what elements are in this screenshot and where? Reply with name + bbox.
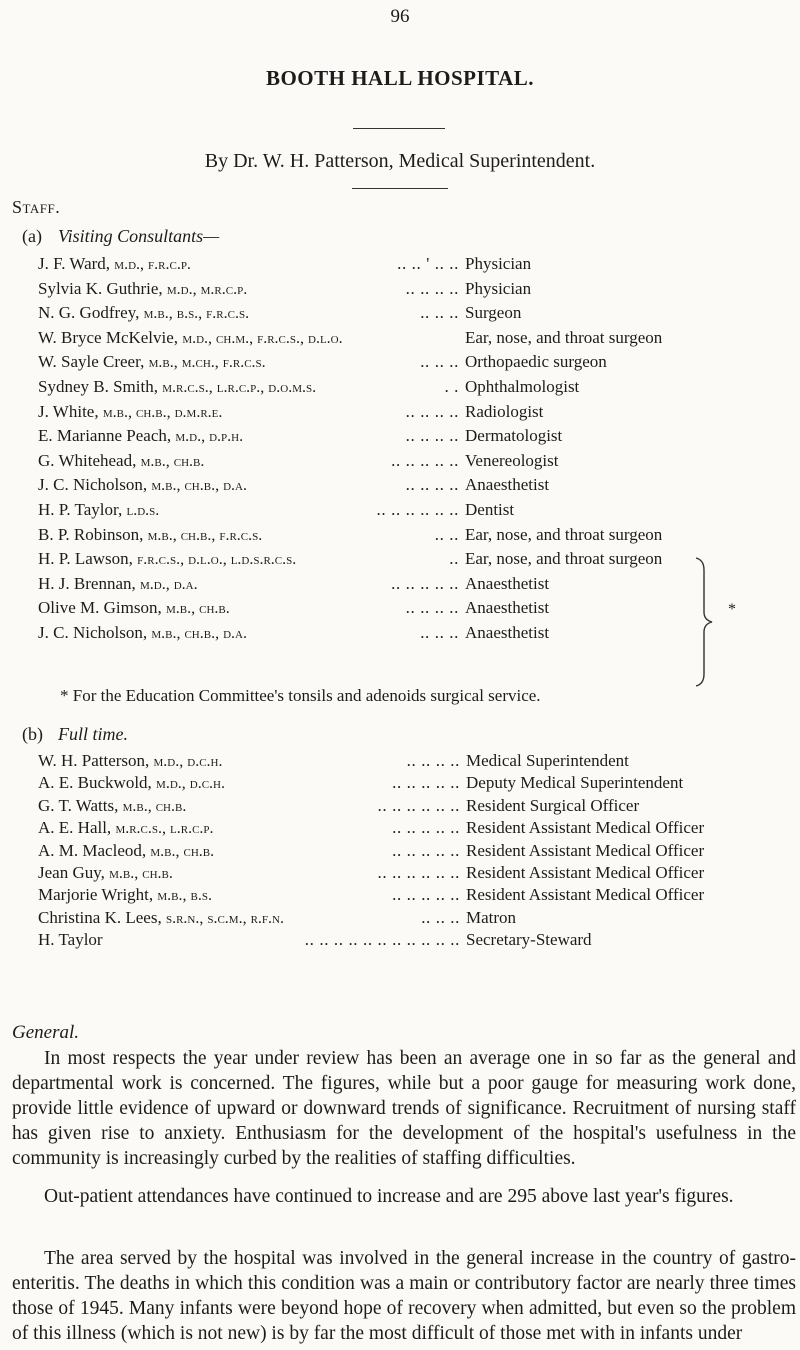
dot-leader: .. .. xyxy=(434,524,459,544)
name-text: G. Whitehead, xyxy=(38,450,141,470)
section-title: Full time. xyxy=(58,724,128,744)
dot-leader: .. .. .. .. .. .. xyxy=(377,795,460,815)
name-text: B. P. Robinson, xyxy=(38,524,148,544)
dot-leader: .. .. .. .. .. xyxy=(392,885,460,905)
staff-name xyxy=(38,772,225,795)
staff-name xyxy=(38,548,296,571)
paragraph-text: In most respects the year under review has been an average one in so far as the general and departmental work is concerned. The figures, while but a poor gauge for measuring work done, provide little evidence of upward or downward trends of significance. Recruitment of nursing staff has given rise to anxiety. Enthusiasm for the development of the hospital's usefulness in the community is increasingly curbed by the realities of staffing difficulties. xyxy=(12,1048,796,1169)
visiting-consultants-heading xyxy=(22,226,219,247)
qualifications: m.r.c.s., l.r.c.p. xyxy=(115,820,214,838)
staff-name xyxy=(38,929,103,952)
paragraph-text: The area served by the hospital was involved in the general increase in the country of gastro-enteritis. The deaths in which this condition was a main or contributory factor are nearly three times those of 1945. Many infants were beyond hope of recovery when admitted, but even so the problem of this illness (which is not new) is by far the most difficult of those met with in infants under xyxy=(12,1248,796,1344)
dot-leader: .. .. .. .. xyxy=(405,426,459,446)
staff-name xyxy=(38,401,222,424)
name-text: H. P. Lawson, xyxy=(38,549,138,569)
name-text: H. P. Taylor, xyxy=(38,500,127,519)
staff-name xyxy=(38,425,243,448)
name-text: Sylvia K. Guthrie, xyxy=(38,278,167,298)
dot-leader: .. .. .. .. .. xyxy=(391,450,459,470)
staff-name xyxy=(38,750,222,773)
hospital-title: BOOTH HALL HOSPITAL. xyxy=(265,66,535,90)
name-text: J. F. Ward, xyxy=(38,254,115,273)
staff-role: Physician xyxy=(465,254,532,273)
name-text: Christina K. Lees, xyxy=(38,907,166,927)
name-text: G. T. Watts, xyxy=(38,795,123,815)
qualifications: m.b., ch.b. xyxy=(150,842,215,860)
body-paragraph xyxy=(12,1184,796,1209)
qualifications: m.b., ch.b., d.m.r.e. xyxy=(102,403,223,421)
qualifications: m.d., d.c.h. xyxy=(156,775,225,793)
dot-leader: .. .. .. .. xyxy=(405,278,459,298)
section-title: Visiting Consultants— xyxy=(58,226,220,246)
staff-name xyxy=(38,795,186,818)
name-text: E. Marianne Peach, xyxy=(38,426,176,446)
qualifications: m.d., f.r.c.p. xyxy=(114,256,191,273)
staff-role: Deputy Medical Superintendent xyxy=(466,773,684,793)
name-text: J. C. Nicholson, xyxy=(38,623,152,642)
staff-name xyxy=(38,597,230,620)
qualifications: m.b., ch.b. xyxy=(122,797,187,815)
staff-name xyxy=(38,327,343,350)
body-paragraph xyxy=(12,1046,796,1171)
staff-heading: Staff. xyxy=(12,197,61,217)
staff-role: Ear, nose, and throat surgeon xyxy=(465,524,663,544)
staff-name xyxy=(38,351,266,374)
qualifications: m.b., ch.b., d.a. xyxy=(151,477,247,495)
dot-leader: .. .. .. .. xyxy=(405,598,459,618)
staff-role: Ear, nose, and throat surgeon xyxy=(465,549,663,569)
name-text: Jean Guy, xyxy=(38,863,110,882)
footnote: * For the Education Committee's tonsils and adenoids surgical service. xyxy=(60,686,541,705)
name-text: N. G. Godfrey, xyxy=(38,303,144,323)
dot-leader: .. xyxy=(449,549,459,569)
dot-leader: .. .. .. .. xyxy=(405,401,459,421)
name-text: J. White, xyxy=(38,401,103,421)
dot-leader: .. .. .. xyxy=(421,907,460,927)
asterisk-mark: * xyxy=(728,601,736,618)
name-text: A. E. Buckwold, xyxy=(38,773,157,793)
qualifications: m.d., d.p.h. xyxy=(175,428,244,446)
staff-role: Ophthalmologist xyxy=(465,377,580,396)
staff-role: Resident Surgical Officer xyxy=(466,795,640,815)
staff-role: Resident Assistant Medical Officer xyxy=(466,840,705,860)
qualifications: l.d.s. xyxy=(126,502,160,519)
qualifications: m.b., ch.b., f.r.c.s. xyxy=(147,526,263,544)
staff-role: Dermatologist xyxy=(465,426,563,446)
qualifications: m.b., b.s., f.r.c.s. xyxy=(143,305,250,323)
staff-role: Ear, nose, and throat surgeon xyxy=(465,327,663,347)
qualifications: m.d., m.r.c.p. xyxy=(166,280,248,298)
dot-leader: .. .. .. xyxy=(420,303,459,323)
staff-role: Anaesthetist xyxy=(465,475,550,495)
staff-name xyxy=(38,907,284,930)
staff-role: Venereologist xyxy=(465,450,559,470)
staff-role: Resident Assistant Medical Officer xyxy=(466,818,705,838)
staff-role: Dentist xyxy=(465,500,515,519)
name-text: A. E. Hall, xyxy=(38,818,116,838)
qualifications: m.b., m.ch., f.r.c.s. xyxy=(148,354,266,372)
qualifications: m.r.c.s., l.r.c.p., d.o.m.s. xyxy=(162,379,317,396)
staff-name xyxy=(38,450,204,473)
staff-role: Resident Assistant Medical Officer xyxy=(466,885,705,905)
dot-leader: . . xyxy=(444,377,459,396)
dot-leader: .. .. .. .. .. xyxy=(392,773,460,793)
dot-leader: .. .. .. .. xyxy=(406,751,460,770)
staff-name xyxy=(38,862,173,885)
byline-divider xyxy=(352,188,448,189)
staff-role: Anaesthetist xyxy=(465,573,550,593)
staff-name xyxy=(38,474,247,497)
body-paragraph xyxy=(12,1246,796,1346)
section-label: (b) xyxy=(22,724,43,744)
staff-name xyxy=(38,302,249,325)
qualifications: m.d., ch.m., f.r.c.s., d.l.o. xyxy=(182,329,343,347)
qualifications: m.b., ch.b. xyxy=(140,452,205,470)
staff-role: Anaesthetist xyxy=(465,598,550,618)
name-text: H. Taylor xyxy=(38,930,103,950)
staff-name xyxy=(38,884,212,907)
byline: By Dr. W. H. Patterson, Medical Superintendent. xyxy=(204,150,596,172)
dot-leader: .. .. .. xyxy=(420,623,459,642)
qualifications: f.r.c.s., d.l.o., l.d.s.r.c.s. xyxy=(137,551,297,569)
qualifications: m.b., ch.b. xyxy=(165,600,230,618)
dot-leader: .. .. .. .. .. xyxy=(391,573,459,593)
staff-name xyxy=(38,524,262,547)
staff-name xyxy=(38,840,214,863)
name-text: W. H. Patterson, xyxy=(38,751,154,770)
staff-role: Medical Superintendent xyxy=(466,751,629,770)
name-text: A. M. Macleod, xyxy=(38,840,151,860)
staff-name xyxy=(38,253,191,276)
full-time-heading xyxy=(22,724,128,745)
staff-name xyxy=(38,573,198,596)
dot-leader: .. .. .. .. xyxy=(405,475,459,495)
staff-role: Anaesthetist xyxy=(465,623,550,642)
dot-leader: .. .. .. .. .. xyxy=(392,840,460,860)
right-brace xyxy=(694,556,718,688)
general-heading: General. xyxy=(12,1022,80,1043)
name-text: J. C. Nicholson, xyxy=(38,475,152,495)
name-text: W. Bryce McKelvie, xyxy=(38,327,183,347)
name-text: Olive M. Gimson, xyxy=(38,598,166,618)
dot-leader: .. .. .. xyxy=(420,352,459,372)
staff-name xyxy=(38,278,247,301)
dot-leader: .. .. .. .. .. .. .. .. .. .. .. xyxy=(304,930,460,950)
qualifications: m.d., d.c.h. xyxy=(153,753,223,770)
staff-name xyxy=(38,622,247,645)
qualifications: m.b., ch.b., d.a. xyxy=(151,625,247,642)
staff-role: Secretary-Steward xyxy=(466,930,592,950)
paragraph-text: Out-patient attendances have continued to increase and are 295 above last year's figures. xyxy=(44,1186,734,1207)
name-text: H. J. Brennan, xyxy=(38,573,140,593)
name-text: Marjorie Wright, xyxy=(38,885,158,905)
dot-leader: .. .. .. .. .. .. xyxy=(377,863,460,882)
staff-role: Matron xyxy=(466,907,517,927)
staff-name xyxy=(38,376,316,399)
qualifications: m.d., d.a. xyxy=(139,575,198,593)
page-number: 96 xyxy=(390,6,410,27)
name-text: Sydney B. Smith, xyxy=(38,377,163,396)
section-label: (a) xyxy=(22,226,42,246)
qualifications: s.r.n., s.c.m., r.f.n. xyxy=(165,909,284,927)
staff-role: Orthopaedic surgeon xyxy=(465,352,607,372)
dot-leader: .. .. ' .. .. xyxy=(397,254,459,273)
qualifications: m.b., b.s. xyxy=(157,887,212,905)
staff-name xyxy=(38,817,214,840)
staff-role: Surgeon xyxy=(465,303,522,323)
name-text: W. Sayle Creer, xyxy=(38,352,149,372)
staff-role: Radiologist xyxy=(465,401,544,421)
staff-role: Resident Assistant Medical Officer xyxy=(466,863,705,882)
qualifications: m.b., ch.b. xyxy=(109,865,173,882)
staff-role: Physician xyxy=(465,278,532,298)
title-divider xyxy=(353,128,445,129)
dot-leader: .. .. .. .. .. xyxy=(392,818,460,838)
staff-name xyxy=(38,499,159,522)
dot-leader: .. .. .. .. .. .. xyxy=(376,500,459,519)
